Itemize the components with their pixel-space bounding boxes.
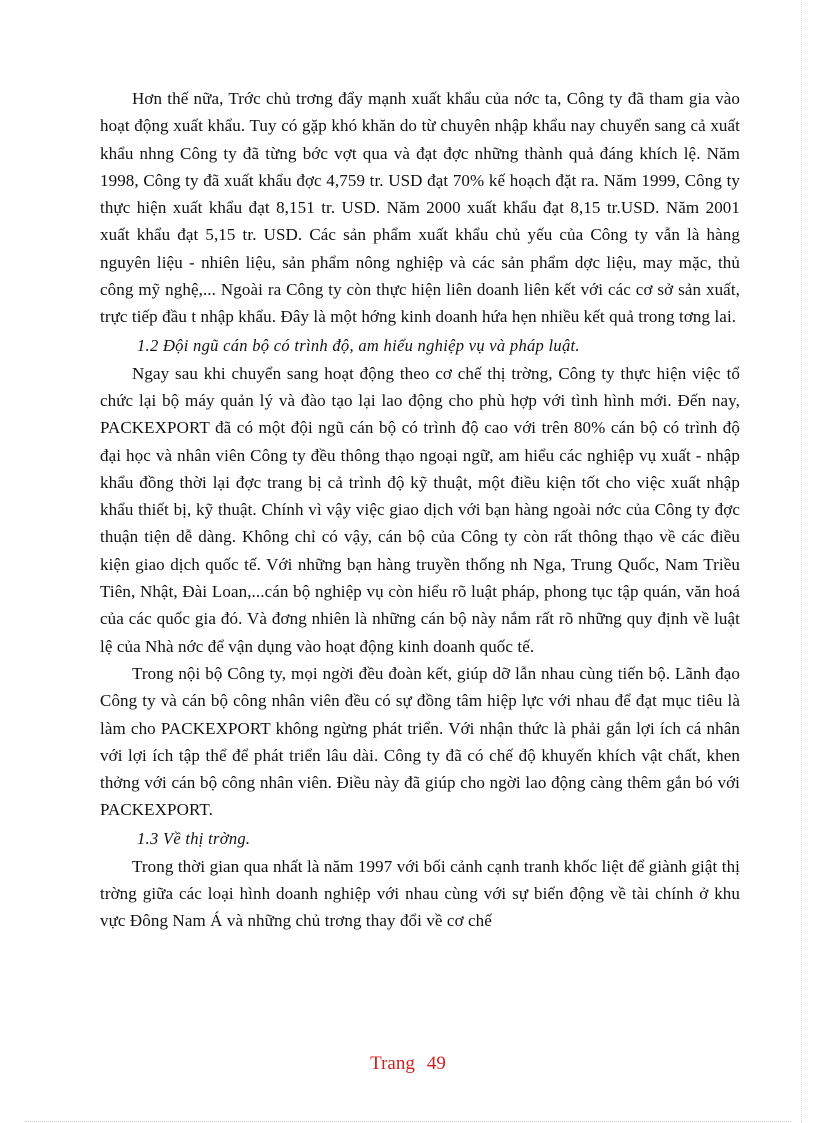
paragraph-staff-qualification: Ngay sau khi chuyển sang hoạt động theo cơ chế thị trờng, Công ty thực hiện việc tổ chức lại bộ máy quản lý và đào tạo lại lao động cho phù hợp với tình hình mới. Đến nay, PACKEXPORT đã có một đội ngũ cán bộ có trình độ cao với trên 80% cán bộ có trình độ đại học và nhân viên Công ty đều thông thạo ngoại ngữ, am hiểu các nghiệp vụ xuất - nhập khẩu đồng thời lại đợc trang bị cả trình độ kỹ thuật, một điều kiện tốt cho việc xuất nhập khẩu thiết bị, kỹ thuật. Chính vì vậy việc giao dịch với bạn hàng ngoài nớc của Công ty đợc thuận tiện dễ dàng. Không chỉ có vậy, cán bộ của Công ty còn rất thông thạo về các điều kiện giao dịch quốc tế. Với những bạn hàng truyền thống nh Nga, Trung Quốc, Nam Triều Tiên, Nhật, Đài Loan,...cán bộ nghiệp vụ còn hiểu rõ luật pháp, phong tục tập quán, văn hoá của các quốc gia đó. Và đơng nhiên là những cán bộ này nắm rất rõ những quy định về luật lệ của Nhà nớc để vận dụng vào hoạt động kinh doanh quốc tế. (100, 363, 740, 656)
paragraph-market: Trong thời gian qua nhất là năm 1997 với bối cảnh cạnh tranh khốc liệt để giành giật thị trờng giữa các loại hình doanh nghiệp với nhau cùng với sự biến động về tài chính ở khu vực Đông Nam Á và những chủ trơng thay đổi về cơ chế (100, 856, 740, 931)
section-heading-1-3: 1.3 Về thị trờng. (137, 828, 251, 848)
footer-page-label: Trang (370, 1053, 415, 1074)
paragraph-internal-solidarity: Trong nội bộ Công ty, mọi ngời đều đoàn kết, giúp dỡ lẫn nhau cùng tiến bộ. Lãnh đạo Công ty và cán bộ công nhân viên đều có sự đồng tâm hiệp lực với nhau để đạt mục tiêu là làm cho PACKEXPORT không ngừng phát triển. Với nhận thức là phải gắn lợi ích cá nhân với lợi ích tập thể để phát triển lâu dài. Công ty đã có chế độ khuyến khích vật chất, khen thởng với cán bộ công nhân viên. Điều này đã giúp cho ngời lao động càng thêm gắn bó với PACKEXPORT. (100, 663, 740, 820)
paragraph-export-activities: Hơn thế nữa, Trớc chủ trơng đẩy mạnh xuất khẩu của nớc ta, Công ty đã tham gia vào hoạt động xuất khẩu. Tuy có gặp khó khăn do từ chuyên nhập khẩu nay chuyển sang cả xuất khẩu nhng Công ty đã từng bớc vợt qua và đạt đợc những thành quả đáng khích lệ. Năm 1998, Công ty đã xuất khẩu đợc 4,759 tr. USD đạt 70% kế hoạch đặt ra. Năm 1999, Công ty thực hiện xuất khẩu đạt 8,151 tr. USD. Năm 2000 xuất khẩu đạt 8,15 tr.USD. Năm 2001 xuất khẩu đạt 5,15 tr. USD. Các sản phẩm xuất khẩu chủ yếu của Công ty vẫn là hàng nguyên liệu - nhiên liệu, sản phẩm nông nghiệp và các sản phẩm dợc liệu, may mặc, thủ công mỹ nghệ,... Ngoài ra Công ty còn thực hiện liên doanh liên kết với các cơ sở sản xuất, trực tiếp đầu t nhập khẩu. Đây là một hớng kinh doanh hứa hẹn nhiều kết quả trong tơng lai. (100, 89, 740, 327)
bottom-dotted-divider (25, 1121, 791, 1122)
page-body (100, 85, 740, 935)
footer-page-number: 49 (426, 1053, 446, 1074)
section-heading-1-2: 1.2 Đội ngũ cán bộ có trình độ, am hiểu nghiệp vụ và pháp luật. (137, 335, 580, 355)
right-dotted-divider (801, 0, 802, 1123)
page-footer (0, 1053, 816, 1075)
